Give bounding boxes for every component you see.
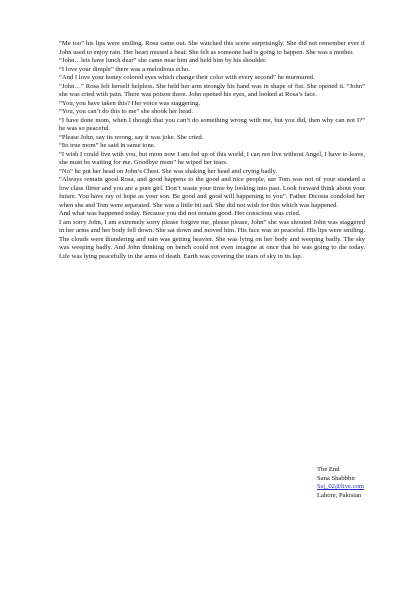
author-email-link[interactable]: Ssj_02@live.com: [317, 483, 364, 491]
author-name: Sana Shabbbir: [317, 474, 356, 482]
story-text: [59, 40, 365, 261]
paragraph: “You, you have taken this? Her voice was staggering.: [59, 99, 201, 107]
end-text: The End: [317, 466, 340, 473]
paragraph: “John…lets have lunch dear” she came near him and held him by his shoulder.: [59, 57, 267, 64]
paragraph: “Always remain good Rosa, and good happens to the good and nice people, see Tom was not of your standard a low class flirter and you are a pure girl. Don’t waste your time by looking into past. Look forward think about your future. You have ray of hope as your son. Be good and good will happening to you”. Father Dicosta condoled her when she and Tom were separated. She was a little bit sad. She did not wish for this which was happened.: [59, 176, 365, 209]
paragraph: “I have done mom, when I though that you can’t do something wrong with me, but you did, then why can not I?” he was so peaceful.: [59, 116, 365, 132]
paragraph: “You, you can’t do this to me” she shook her head.: [59, 108, 193, 115]
signature-block: [317, 466, 364, 500]
paragraph: And what was happened today. Because you did not remain good. Her conscious was cried.: [59, 210, 301, 217]
paragraph: “And I love your honey colored eyes which change their color with every second” he murmured.: [59, 74, 315, 81]
paragraph: “No” he put her head on John’s Chest. She was shaking her head and crying badly.: [59, 167, 278, 175]
paragraph: “John…” Rosa felt herself helpless. She held her arm strongly his hand was in shape of fist. She opened it. “John” she was cried with pain. There was poison there. John opened his eyes, and looked at Rosa’s face.: [59, 82, 365, 98]
paragraph: “Please John, say its wrong, say it was joke. She cried.: [59, 133, 204, 141]
paragraph: “I wish I could live with you, but mom now I am fed up of this world, I can not live without Angel, I have to leave, she must be waiting for me. Goodbye mom” he wiped her tears.: [59, 150, 365, 166]
paragraph: “Me too” his lips were smiling. Rosa came out. She watched this scene surprisingly. She did not remember ever if John used to enjoy rain. Her heart missed a beat. She felt as someone bad is going to happen. She was a mother.: [59, 40, 365, 56]
author-location: Lahore, Pakistan: [317, 491, 362, 499]
paragraph: I am sorry John, I am extremely sorry please forgive me, please please, John” she was shouted John was staggered in her arms and her body fell down. She sat down and moved him. His face was so peaceful. His lips were smiling. The clouds were thundering and rain was getting heavier. She was lying on her body and weeping badly. The sky was weeping badly. And John thinking on bench could not even imagine at once that he was going to die today. Life was lying peacefully in the arms of death. Earth was covering the tears of sky in its lap.: [59, 218, 365, 260]
paragraph: “Its true mom” he said in same tone.: [59, 142, 156, 149]
paragraph: “I love your dimple” there was a melodious echo.: [59, 65, 190, 73]
